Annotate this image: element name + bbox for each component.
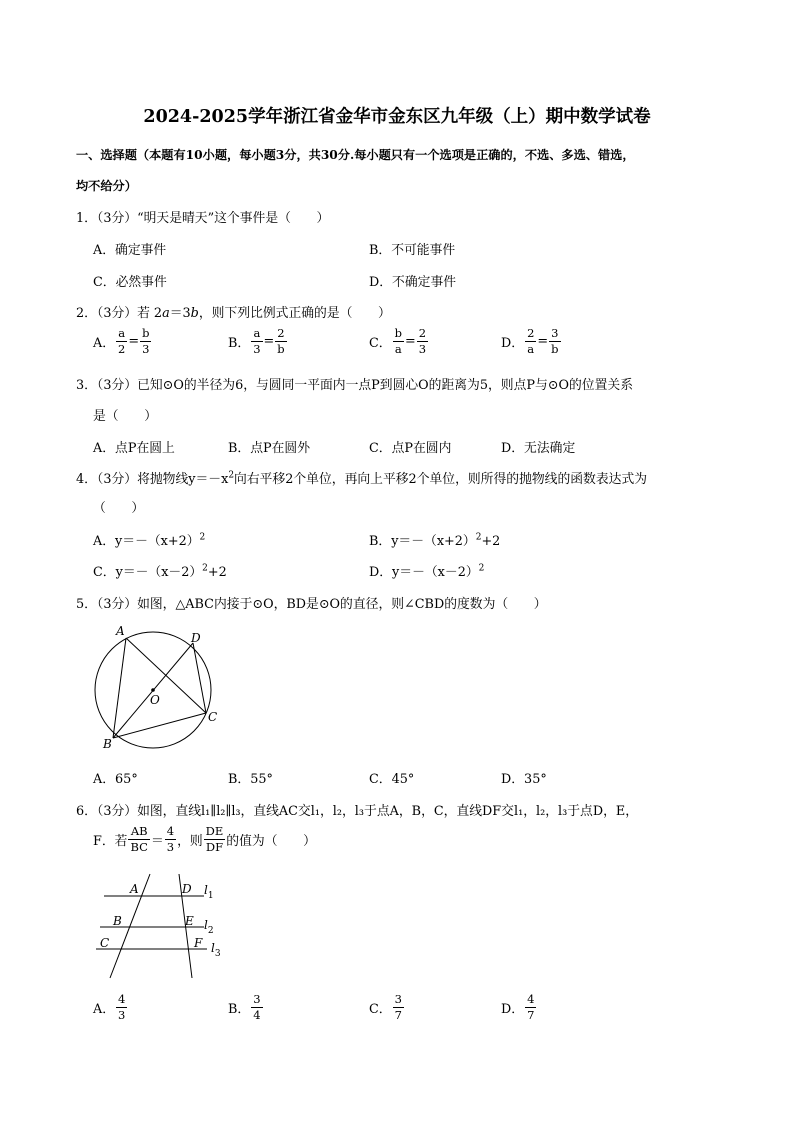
question-6-option-a: A． $\frac{4}{3}$: [93, 992, 126, 1022]
question-3-stem-line2: 是（ ）: [93, 409, 157, 424]
question-4-stem-line1: 4．（3分）将抛物线$y=-x^2$向右平移2个单位，再向上平移2个单位，则所得的抛物线的函数表达式为: [76, 470, 648, 487]
question-5-option-d: D．35°: [501, 772, 547, 787]
section-header-line1: 一、选择题（本题有10小题，每小题3分，共30分.每小题只有一个选项是正确的，不选、多选、错选，: [76, 148, 635, 162]
label-b: B: [113, 914, 122, 928]
question-6-figure-parallel-lines: [92, 870, 232, 982]
question-6-option-d: D． $\frac{4}{7}$: [501, 992, 535, 1022]
label-d: D: [191, 631, 201, 645]
label-o: O: [150, 693, 160, 707]
section-header-line2: 均不给分）: [76, 179, 137, 193]
question-4-option-d: D．$y=-(x-2)^2$: [369, 563, 485, 580]
question-4-stem-line2: （ ）: [93, 501, 145, 516]
question-5-figure-circle: [88, 620, 238, 755]
question-1-option-d: D．不确定事件: [369, 275, 457, 290]
label-c: C: [100, 936, 110, 950]
question-1-option-c: C．必然事件: [93, 275, 167, 290]
question-6-option-b: B． $\frac{3}{4}$: [228, 992, 261, 1022]
label-f: F: [194, 936, 203, 950]
label-l3: $l_3$: [211, 941, 221, 959]
question-5-stem: 5．（3分）如图，△ABC内接于⊙O，BD是⊙O的直径，则∠CBD的度数为（ ）: [76, 597, 547, 612]
question-5-option-b: B．55°: [228, 772, 273, 787]
label-l1: $l_1$: [204, 883, 214, 901]
question-4-option-b: B．$y=-(x+2)^2+2$: [369, 532, 501, 549]
label-a: A: [116, 624, 125, 638]
label-a: A: [130, 882, 139, 896]
question-6-stem-line2: F．若 $\frac{AB}{BC}$ ＝ $\frac{4}{3}$ ，则 $\frac{DE}{DF}$ 的值为（ ）: [93, 824, 316, 854]
question-4-option-c: C．$y=-(x-2)^2+2$: [93, 563, 227, 580]
question-3-option-a: A．点P在圆上: [93, 441, 175, 456]
question-2-option-a: A． $\frac{a}{2}$ = $\frac{b}{3}$: [93, 326, 150, 356]
question-6-stem-line1: 6．（3分）如图，直线l₁∥l₂∥l₃，直线AC交l₁，l₂，l₃于点A，B，C，直线DF交l₁，l₂，l₃于点D，E，: [76, 804, 639, 819]
label-b: B: [103, 737, 112, 751]
label-e: E: [185, 914, 194, 928]
question-5-option-a: A．65°: [93, 772, 138, 787]
label-c: C: [208, 710, 218, 724]
label-l2: $l_2$: [204, 918, 214, 936]
segment-ab: [113, 638, 126, 738]
center-point: [151, 688, 155, 692]
question-3-option-c: C．点P在圆内: [369, 441, 452, 456]
label-d: D: [182, 882, 192, 896]
question-6-option-c: C． $\frac{3}{7}$: [369, 992, 402, 1022]
page-title: 2024-2025学年浙江省金华市金东区九年级（上）期中数学试卷: [143, 107, 651, 127]
question-2-stem: 2．（3分）若 2a＝3b，则下列比例式正确的是（ ）: [76, 306, 391, 321]
question-2-option-c: C． $\frac{b}{a}$ = $\frac{2}{3}$: [369, 326, 427, 356]
segment-bc: [113, 713, 206, 738]
question-2-option-d: D． $\frac{2}{a}$ = $\frac{3}{b}$: [501, 326, 559, 356]
question-3-option-d: D．无法确定: [501, 441, 576, 456]
question-5-option-c: C．45°: [369, 772, 415, 787]
question-1-stem: 1．（3分）“明天是晴天”这个事件是（ ）: [76, 211, 330, 226]
question-1-option-a: A．确定事件: [93, 243, 167, 258]
question-4-option-a: A．$y=-(x+2)^2$: [93, 532, 206, 549]
question-2-option-b: B． $\frac{a}{3}$ = $\frac{2}{b}$: [228, 326, 285, 356]
question-3-stem-line1: 3．（3分）已知⊙O的半径为6，与圆同一平面内一点P到圆心O的距离为5，则点P与⊙O的位置关系: [76, 378, 633, 393]
question-1-option-b: B．不可能事件: [369, 243, 456, 258]
question-3-option-b: B．点P在圆外: [228, 441, 310, 456]
